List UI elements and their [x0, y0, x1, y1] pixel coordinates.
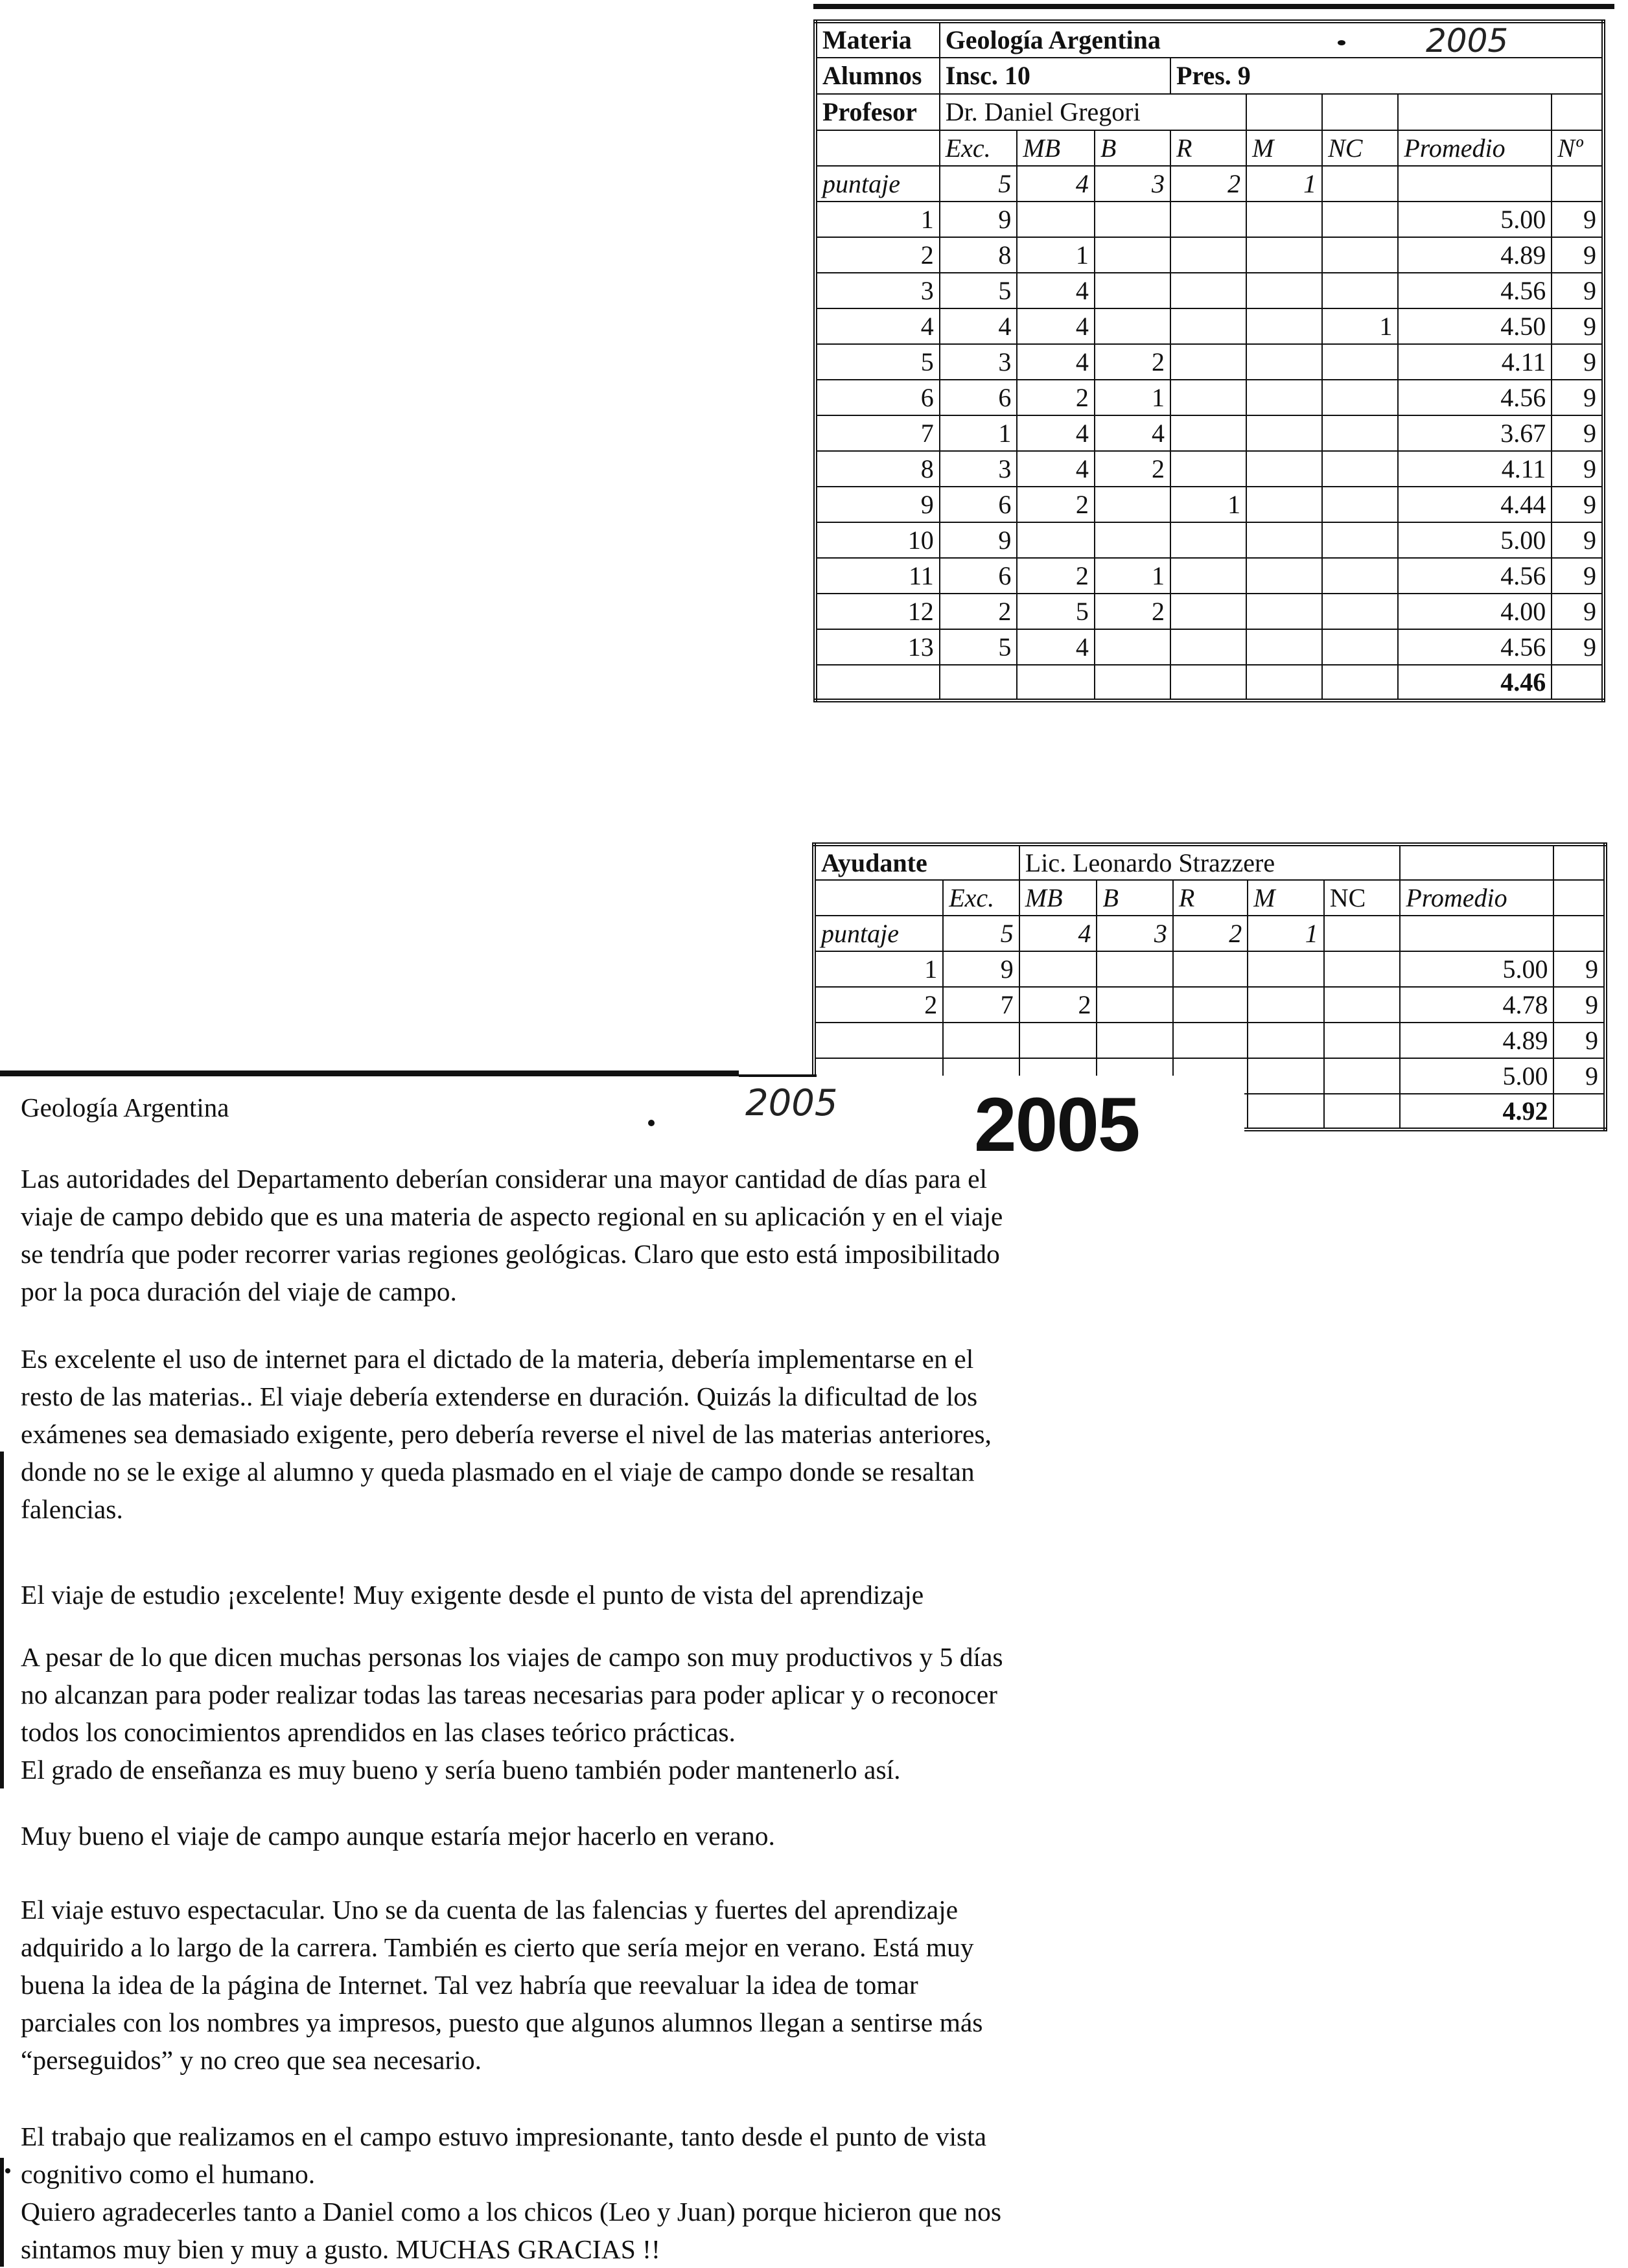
table-cell	[1095, 308, 1170, 344]
table-cell: 2	[1095, 594, 1170, 629]
table-cell: 4.11	[1398, 451, 1552, 487]
pen-mark	[648, 1120, 655, 1126]
table-cell: 5	[940, 629, 1018, 665]
col-header: M	[1246, 130, 1322, 166]
column-header-row	[814, 880, 1605, 916]
empty-cell	[1322, 665, 1398, 700]
empty-cell	[1552, 665, 1603, 700]
table-cell: 3	[815, 273, 940, 308]
comment-line: resto de las materias.. El viaje debería extenderse en duración. Quizás la dificultad de los	[21, 1382, 978, 1411]
table-cell: 4.78	[1400, 987, 1553, 1023]
table-cell: 1	[1095, 558, 1170, 594]
comment-line: Es excelente el uso de internet para el dictado de la materia, debería implementarse en el	[21, 1344, 974, 1374]
table-cell: 6	[815, 380, 940, 415]
comment-line: parciales con los nombres ya impresos, puesto que algunos alumnos llegan a sentirse más	[21, 2008, 983, 2037]
table-cell	[1095, 629, 1170, 665]
table-cell: 8	[815, 451, 940, 487]
table-cell: 5.00	[1400, 1058, 1553, 1094]
table-cell	[1095, 202, 1170, 237]
table-row	[815, 308, 1603, 344]
table-cell	[1246, 415, 1322, 451]
table-cell	[1322, 558, 1398, 594]
col-header: Nº	[1552, 130, 1603, 166]
puntaje-row	[815, 166, 1603, 202]
table-cell: 5.00	[1398, 202, 1552, 237]
table-cell: 4.89	[1400, 1023, 1553, 1058]
pen-mark	[1338, 40, 1345, 45]
puntaje-row	[814, 916, 1605, 951]
table-cell	[1170, 594, 1246, 629]
table-cell: 3	[940, 451, 1018, 487]
ayudante-label: Ayudante	[814, 844, 1019, 880]
comment-paragraph	[21, 2118, 1239, 2268]
table-cell	[1322, 380, 1398, 415]
puntaje-value: 4	[1017, 166, 1095, 202]
table-cell: 1	[1170, 487, 1246, 522]
empty-cell	[1553, 916, 1605, 951]
comment-line: adquirido a lo largo de la carrera. También es cierto que sería mejor en verano. Está muy	[21, 1932, 974, 1962]
table-cell: 4	[1017, 629, 1095, 665]
table-row	[814, 987, 1605, 1023]
comment-line: A pesar de lo que dicen muchas personas los viajes de campo son muy productivos y 5 días	[21, 1642, 1003, 1672]
table-cell: 4	[1017, 451, 1095, 487]
col-header: NC	[1322, 130, 1398, 166]
table-cell	[1246, 629, 1322, 665]
col-header: R	[1170, 130, 1246, 166]
table-cell: 1	[814, 951, 943, 987]
table-cell	[1019, 951, 1097, 987]
puntaje-label: puntaje	[815, 166, 940, 202]
puntaje-value: 2	[1173, 916, 1248, 951]
table-cell	[1170, 451, 1246, 487]
table-cell	[1246, 344, 1322, 380]
table-cell: 6	[940, 558, 1018, 594]
empty-cell	[1324, 1094, 1401, 1129]
empty-cell	[940, 665, 1018, 700]
table-cell	[1170, 629, 1246, 665]
table-row	[815, 237, 1603, 273]
empty-cell	[1552, 94, 1603, 130]
empty-cell	[1248, 1058, 1323, 1094]
empty-cell	[1095, 665, 1170, 700]
col-header: Promedio	[1400, 880, 1553, 916]
comment-paragraph	[21, 1160, 1239, 1310]
table-cell: 4.56	[1398, 629, 1552, 665]
table-cell: 4.56	[1398, 273, 1552, 308]
empty-cell	[1170, 665, 1246, 700]
table-cell	[1246, 380, 1322, 415]
col-header: M	[1248, 880, 1323, 916]
comment-line: por la poca duración del viaje de campo.	[21, 1277, 457, 1306]
ayudante-row	[814, 844, 1605, 880]
puntaje-value: 5	[940, 166, 1018, 202]
empty-cell	[1248, 1023, 1323, 1058]
table-cell: 4.89	[1398, 237, 1552, 273]
question-rows	[815, 202, 1603, 665]
table-cell: 9	[1552, 629, 1603, 665]
table-cell: 6	[940, 380, 1018, 415]
table-row	[815, 522, 1603, 558]
table-cell	[1322, 273, 1398, 308]
comment-paragraph	[21, 1817, 1239, 1855]
empty-cell	[1324, 987, 1401, 1023]
table-cell: 12	[815, 594, 940, 629]
puntaje-value: 2	[1170, 166, 1246, 202]
empty-cell	[1097, 951, 1172, 987]
table-cell	[1170, 273, 1246, 308]
table-cell	[1095, 273, 1170, 308]
alumnos-label: Alumnos	[815, 58, 940, 94]
table-cell: 9	[1553, 951, 1605, 987]
comment-line: se tendría que poder recorrer varias regiones geológicas. Claro que esto está imposibilitado	[21, 1239, 1000, 1269]
table-cell	[1170, 415, 1246, 451]
table-cell	[1322, 629, 1398, 665]
empty-cell	[1553, 880, 1605, 916]
puntaje-value: 3	[1097, 916, 1172, 951]
table-cell	[1322, 237, 1398, 273]
table-cell	[1170, 237, 1246, 273]
table-cell: 11	[815, 558, 940, 594]
table-cell: 4	[1017, 273, 1095, 308]
comment-line: El viaje de estudio ¡excelente! Muy exigente desde el punto de vista del aprendizaje	[21, 1580, 924, 1610]
empty-cell	[1248, 951, 1323, 987]
table-cell: 4.50	[1398, 308, 1552, 344]
comment-line: falencias.	[21, 1494, 123, 1524]
empty-cell	[1097, 1023, 1172, 1058]
table-cell: 4	[1017, 308, 1095, 344]
year-stamp: 2005	[974, 1082, 1139, 1168]
table-cell	[1246, 522, 1322, 558]
table-cell: 9	[1552, 308, 1603, 344]
table-cell	[1246, 308, 1322, 344]
col-header: MB	[1017, 130, 1095, 166]
table-cell: 2	[815, 237, 940, 273]
table-cell: 3.67	[1398, 415, 1552, 451]
comment-paragraph	[21, 1891, 1239, 2079]
table-cell: 13	[815, 629, 940, 665]
table-cell	[1170, 380, 1246, 415]
table-cell: 3	[940, 344, 1018, 380]
empty-cell	[1398, 94, 1552, 130]
col-header: MB	[1019, 880, 1097, 916]
comment-line: Las autoridades del Departamento deberían considerar una mayor cantidad de días para el	[21, 1164, 988, 1194]
table-cell: 6	[940, 487, 1018, 522]
table-cell: 7	[943, 987, 1019, 1023]
col-header: NC	[1324, 880, 1401, 916]
col-header: R	[1173, 880, 1248, 916]
empty-cell	[1246, 94, 1322, 130]
table-row	[815, 487, 1603, 522]
table-cell	[1322, 344, 1398, 380]
materia-label: Materia	[815, 21, 940, 58]
table-cell: 9	[940, 522, 1018, 558]
empty-cell	[1322, 94, 1398, 130]
empty-cell	[1097, 987, 1172, 1023]
table-cell: 4	[1095, 415, 1170, 451]
empty-cell	[1400, 844, 1553, 880]
table-cell: 9	[943, 951, 1019, 987]
comment-line: cognitivo como el humano.	[21, 2159, 316, 2189]
comment-line: sintamos muy bien y muy a gusto. MUCHAS GRACIAS !!	[21, 2234, 660, 2264]
profesor-evaluation-table	[813, 19, 1605, 702]
comment-line: Muy bueno el viaje de campo aunque estaría mejor hacerlo en verano.	[21, 1821, 775, 1851]
comment-line: El trabajo que realizamos en el campo estuvo impresionante, tanto desde el punto de vista	[21, 2122, 987, 2151]
sheet-top-edge	[0, 1070, 739, 1076]
table-cell: 1	[1322, 308, 1398, 344]
table-cell: 2	[814, 987, 943, 1023]
alumnos-row	[815, 58, 1603, 94]
table-cell	[943, 1023, 1019, 1058]
table-cell: 8	[940, 237, 1018, 273]
puntaje-label: puntaje	[814, 916, 943, 951]
table-cell: 1	[1095, 380, 1170, 415]
empty-cell	[1017, 665, 1095, 700]
table-cell: 5	[1017, 594, 1095, 629]
table-cell	[1170, 522, 1246, 558]
table-cell	[1017, 522, 1095, 558]
puntaje-value: 1	[1248, 916, 1323, 951]
table-row	[815, 629, 1603, 665]
table-cell: 5	[815, 344, 940, 380]
table-cell	[1095, 237, 1170, 273]
table-row	[814, 1023, 1605, 1058]
table-cell	[1246, 594, 1322, 629]
table-cell: 4	[940, 308, 1018, 344]
table-cell	[1246, 558, 1322, 594]
table-cell	[1170, 202, 1246, 237]
table-cell	[1095, 522, 1170, 558]
table-cell: 1	[815, 202, 940, 237]
comment-paragraph	[21, 1340, 1239, 1528]
table-cell: 2	[1095, 451, 1170, 487]
table-row	[815, 344, 1603, 380]
table-cell	[1322, 451, 1398, 487]
table-cell	[1017, 202, 1095, 237]
empty-cell	[1324, 1023, 1401, 1058]
table-row	[815, 273, 1603, 308]
question-rows	[814, 951, 1605, 1094]
pen-mark	[5, 2168, 10, 2173]
scan-border-line	[813, 4, 1614, 9]
puntaje-value: 5	[943, 916, 1019, 951]
table-cell	[1246, 451, 1322, 487]
total-promedio: 4.46	[1398, 665, 1552, 700]
table-cell	[1170, 558, 1246, 594]
table-cell: 2	[940, 594, 1018, 629]
table-cell	[1170, 308, 1246, 344]
table-cell: 2	[1019, 987, 1097, 1023]
table-cell: 9	[1552, 487, 1603, 522]
empty-cell	[1246, 665, 1322, 700]
comment-line: no alcanzan para poder realizar todas las tareas necesarias para poder aplicar y o reconocer	[21, 1680, 997, 1709]
table-cell: 9	[1552, 380, 1603, 415]
table-cell: 9	[1552, 558, 1603, 594]
table-cell: 9	[1553, 987, 1605, 1023]
sheet-top-edge	[739, 1074, 817, 1077]
comment-paragraph	[21, 1638, 1239, 1788]
col-header: Exc.	[940, 130, 1018, 166]
empty-cell	[1400, 916, 1553, 951]
table-cell: 9	[940, 202, 1018, 237]
table-cell: 9	[1552, 237, 1603, 273]
table-cell: 2	[1095, 344, 1170, 380]
table-cell: 1	[940, 415, 1018, 451]
table-cell: 2	[1017, 487, 1095, 522]
table-cell: 9	[1552, 415, 1603, 451]
table-cell: 5.00	[1400, 951, 1553, 987]
table-cell	[1246, 487, 1322, 522]
total-promedio: 4.92	[1400, 1094, 1553, 1129]
table-cell	[1322, 202, 1398, 237]
table-cell: 9	[815, 487, 940, 522]
table-cell	[1170, 344, 1246, 380]
presentes-value: Pres. 9	[1170, 58, 1603, 94]
comment-line: El grado de enseñanza es muy bueno y sería bueno también poder mantenerlo así.	[21, 1755, 901, 1785]
empty-cell	[1324, 916, 1401, 951]
table-cell: 1	[1017, 237, 1095, 273]
empty-cell	[1173, 951, 1248, 987]
table-cell: 4.56	[1398, 380, 1552, 415]
empty-cell	[1324, 1058, 1401, 1094]
comment-line: Quiero agradecerles tanto a Daniel como a los chicos (Leo y Juan) porque hicieron que nos	[21, 2197, 1002, 2227]
table-cell	[1019, 1023, 1097, 1058]
handwritten-year: 2005	[745, 1082, 838, 1124]
table-cell: 2	[1017, 380, 1095, 415]
empty-cell	[815, 665, 940, 700]
ayudante-value: Lic. Leonardo Strazzere	[1019, 844, 1401, 880]
comment-line: “perseguidos” y no creo que sea necesario.	[21, 2045, 482, 2075]
table-cell	[1322, 594, 1398, 629]
materia-name: Geología Argentina	[945, 25, 1161, 54]
empty-cell	[1322, 166, 1398, 202]
table-row	[815, 558, 1603, 594]
puntaje-value: 1	[1246, 166, 1322, 202]
document-title: Geología Argentina	[21, 1093, 229, 1122]
column-header-row	[815, 130, 1603, 166]
comment-line: todos los conocimientos aprendidos en las clases teórico prácticas.	[21, 1717, 736, 1747]
table-cell: 4	[1017, 344, 1095, 380]
table-cell	[1322, 522, 1398, 558]
table-cell	[1095, 487, 1170, 522]
table-cell: 9	[1552, 344, 1603, 380]
empty-cell	[1553, 844, 1605, 880]
comment-paragraph	[21, 1576, 1239, 1614]
empty-cell	[1248, 987, 1323, 1023]
col-header: B	[1095, 130, 1170, 166]
inscriptos-value: Insc. 10	[940, 58, 1170, 94]
scan-edge-mark	[0, 1452, 4, 1788]
table-row	[815, 415, 1603, 451]
empty-cell	[815, 130, 940, 166]
table-cell: 9	[1552, 522, 1603, 558]
table-cell: 5	[940, 273, 1018, 308]
table-cell: 9	[1553, 1023, 1605, 1058]
empty-cell	[1398, 166, 1552, 202]
table-cell: 4.44	[1398, 487, 1552, 522]
table-row	[814, 951, 1605, 987]
empty-cell	[1552, 166, 1603, 202]
handwritten-year-top: 2005	[1426, 22, 1509, 60]
empty-cell	[1553, 1094, 1605, 1129]
profesor-value: Dr. Daniel Gregori	[940, 94, 1246, 130]
empty-cell	[814, 880, 943, 916]
profesor-row	[815, 94, 1603, 130]
empty-cell	[1173, 1023, 1248, 1058]
comment-line: exámenes sea demasiado exigente, pero debería reverse el nivel de las materias anteriores,	[21, 1419, 992, 1449]
table-cell	[1246, 237, 1322, 273]
table-cell: 4.56	[1398, 558, 1552, 594]
empty-cell	[1324, 951, 1401, 987]
col-header: Promedio	[1398, 130, 1552, 166]
table-cell	[814, 1023, 943, 1058]
comment-line: El viaje estuvo espectacular. Uno se da cuenta de las falencias y fuertes del aprendizaje	[21, 1895, 959, 1925]
table-cell: 2	[1017, 558, 1095, 594]
table-cell: 9	[1552, 594, 1603, 629]
table-cell: 4	[1017, 415, 1095, 451]
col-header: B	[1097, 880, 1172, 916]
table-cell: 7	[815, 415, 940, 451]
comment-line: buena la idea de la página de Internet. Tal vez habría que reevaluar la idea de tomar	[21, 1970, 918, 2000]
empty-cell	[1173, 987, 1248, 1023]
table-cell: 9	[1552, 202, 1603, 237]
table-cell	[1246, 273, 1322, 308]
col-header: Exc.	[943, 880, 1019, 916]
table-row	[815, 380, 1603, 415]
table-cell: 5.00	[1398, 522, 1552, 558]
table-cell	[1246, 202, 1322, 237]
puntaje-value: 3	[1095, 166, 1170, 202]
table-cell: 4	[815, 308, 940, 344]
profesor-label: Profesor	[815, 94, 940, 130]
comment-line: viaje de campo debido que es una materia de aspecto regional en su aplicación y en el viaje	[21, 1201, 1003, 1231]
table-cell: 10	[815, 522, 940, 558]
empty-cell	[1248, 1094, 1323, 1129]
table-row	[815, 594, 1603, 629]
table-cell	[1322, 415, 1398, 451]
scan-edge-mark	[0, 2158, 4, 2267]
comment-line: donde no se le exige al alumno y queda plasmado en el viaje de campo donde se resaltan	[21, 1457, 975, 1487]
table-row	[815, 451, 1603, 487]
table-cell: 9	[1552, 451, 1603, 487]
puntaje-value: 4	[1019, 916, 1097, 951]
table-cell: 4.00	[1398, 594, 1552, 629]
total-row	[815, 665, 1603, 700]
table-cell: 4.11	[1398, 344, 1552, 380]
table-cell: 9	[1552, 273, 1603, 308]
table-cell: 9	[1553, 1058, 1605, 1094]
table-row	[815, 202, 1603, 237]
table-cell	[1322, 487, 1398, 522]
